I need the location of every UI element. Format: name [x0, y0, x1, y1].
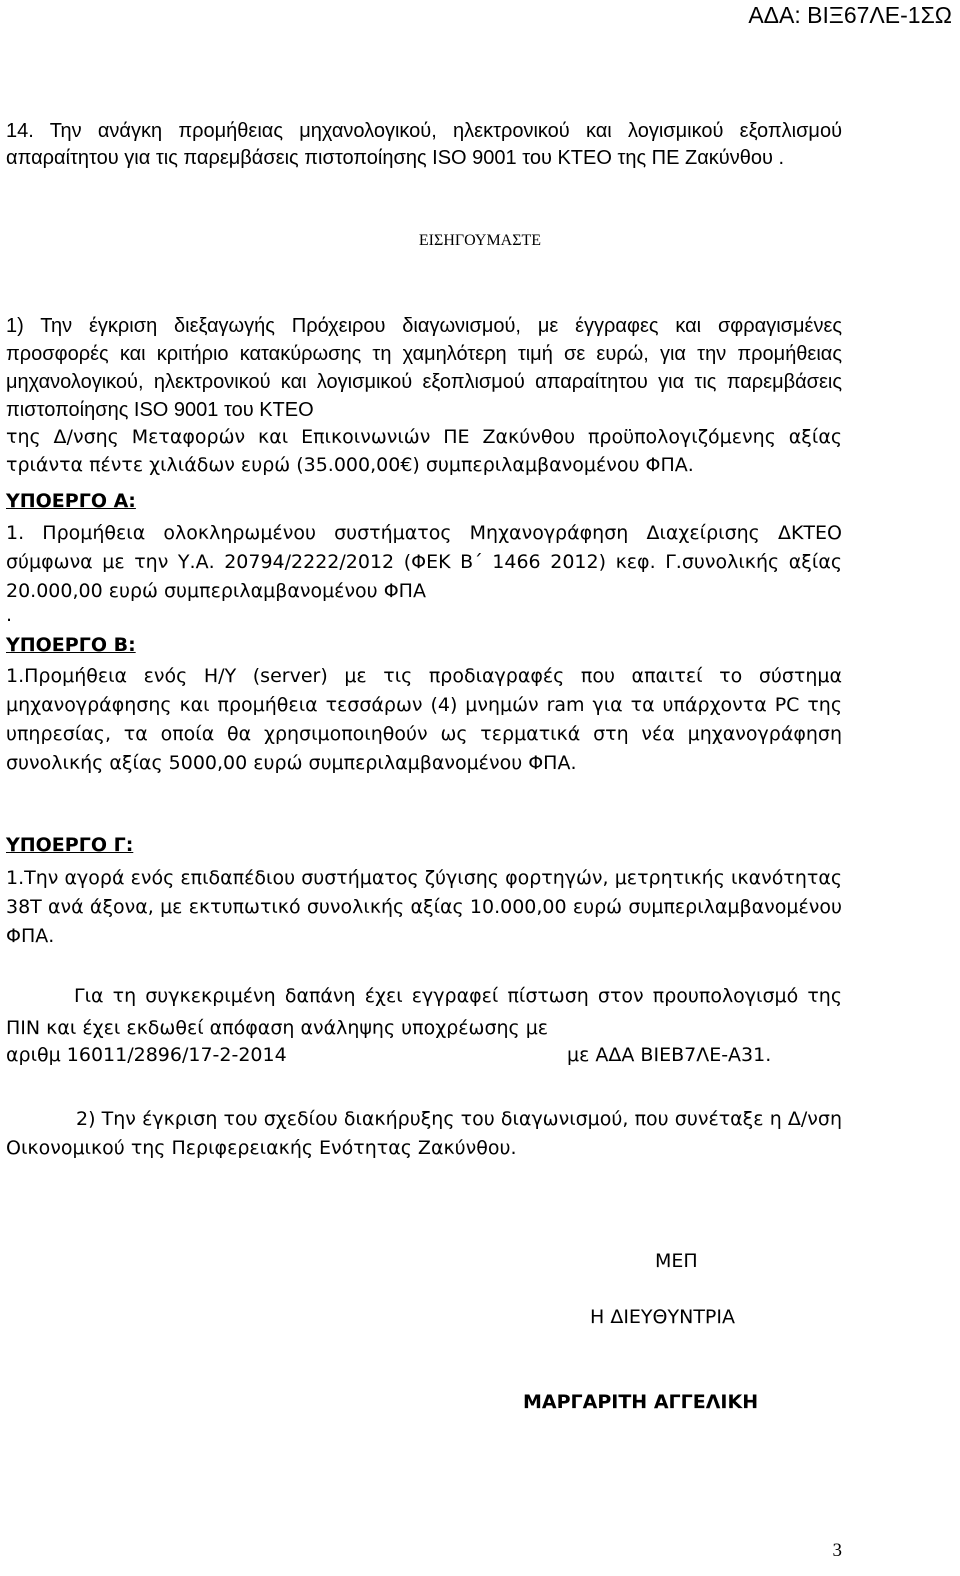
subproject-a-dot: .: [6, 604, 13, 626]
page-number: 3: [832, 1540, 842, 1561]
ada-reference: με ΑΔΑ ΒΙΕΒ7ΛΕ-Α31.: [567, 1044, 772, 1066]
signature-role: Η ΔΙΕΥΘΥΝΤΡΙΑ: [590, 1306, 735, 1328]
subproject-a-text: 1. Προμήθεια ολοκληρωμένου συστήματος Μηχανογράφηση Διαχείρισης ΔΚΤΕΟ σύμφωνα με την Υ.Α. 20794/2222/2012 (ΦΕΚ Β΄ 1466 2012) κεφ. Γ.συνολικής αξίας 20.000,00 ευρώ συμπεριλαμβανομένου ΦΠΑ: [6, 522, 842, 602]
signature-mep: ΜΕΠ: [655, 1250, 698, 1272]
point-1-continuation: της Δ/νσης Μεταφορών και Επικοινωνιών ΠΕ Ζακύνθου προϋπολογιζόμενης αξίας τριάντα πέντε χιλιάδων ευρώ (35.000,00€) συμπεριλαμβανομένου ΦΠΑ.: [6, 426, 842, 476]
point-2-paragraph: 2) Την έγκριση του σχεδίου διακήρυξης του διαγωνισμού, που συνέταξε η Δ/νση Οικονομικού της Περιφερειακής Ενότητας Ζακύνθου.: [6, 1108, 842, 1159]
subproject-c-text: 1.Την αγορά ενός επιδαπέδιου συστήματος ζύγισης φορτηγών, μετρητικής ικανότητας 38Τ ανά άξονα, με εκτυπωτικό συνολικής αξίας 10.000,00 ευρώ συμπεριλαμβανομένου ΦΠΑ.: [6, 867, 842, 947]
subproject-b-text: 1.Προμήθεια ενός Η/Υ (server) με τις προδιαγραφές που απαιτεί το σύστημα μηχανογράφησης και προμήθεια τεσσάρων (4) μνημών ram για τα υπάρχοντα PC της υπηρεσίας, τα οποία θα χρησιμοποιηθούν ως τερματικά στη νέα μηχανογράφηση συνολικής αξίας 5000,00 ευρώ συμπεριλαμβανομένου ΦΠΑ.: [6, 665, 842, 774]
proposal-heading: ΕΙΣΗΓΟΥΜΑΣΤΕ: [418, 232, 542, 249]
budget-paragraph: Για τη συγκεκριμένη δαπάνη έχει εγγραφεί πίστωση στον προυπολογισμό της ΠΙΝ και έχει εκδωθεί απόφαση ανάληψης υποχρέωσης με: [6, 985, 842, 1039]
subproject-c-heading: ΥΠΟΕΡΓΟ Γ:: [6, 834, 134, 856]
item-14-paragraph: 14. Την ανάγκη προμήθειας μηχανολογικού, ηλεκτρονικού και λογισμικού εξοπλισμού απαραίτητου για τις παρεμβάσεις πιστοποίησης ISO 9001 του ΚΤΕΟ της ΠΕ Ζακύνθου .: [6, 120, 842, 169]
subproject-b-heading: ΥΠΟΕΡΓΟ Β:: [6, 634, 136, 656]
signature-name: ΜΑΡΓΑΡΙΤΗ ΑΓΓΕΛΙΚΗ: [523, 1391, 759, 1413]
subproject-a-heading: ΥΠΟΕΡΓΟ Α:: [6, 490, 136, 512]
point-1-intro: 1) Την έγκριση διεξαγωγής Πρόχειρου διαγωνισμού, με έγγραφες και σφραγισμένες προσφορές και κριτήριο κατακύρωσης τη χαμηλότερη τιμή σε ευρώ, για την προμήθειας μηχανολογικού, ηλεκτρονικού και λογισμικού εξοπλισμού απαραίτητου για τις παρεμβάσεις πιστοποίησης ISO 9001 του ΚΤΕΟ: [6, 315, 842, 421]
ada-code: ΑΔΑ: ΒΙΞ67ΛΕ-1ΣΩ: [748, 2, 952, 28]
decision-number: αριθμ 16011/2896/17-2-2014: [6, 1044, 287, 1066]
